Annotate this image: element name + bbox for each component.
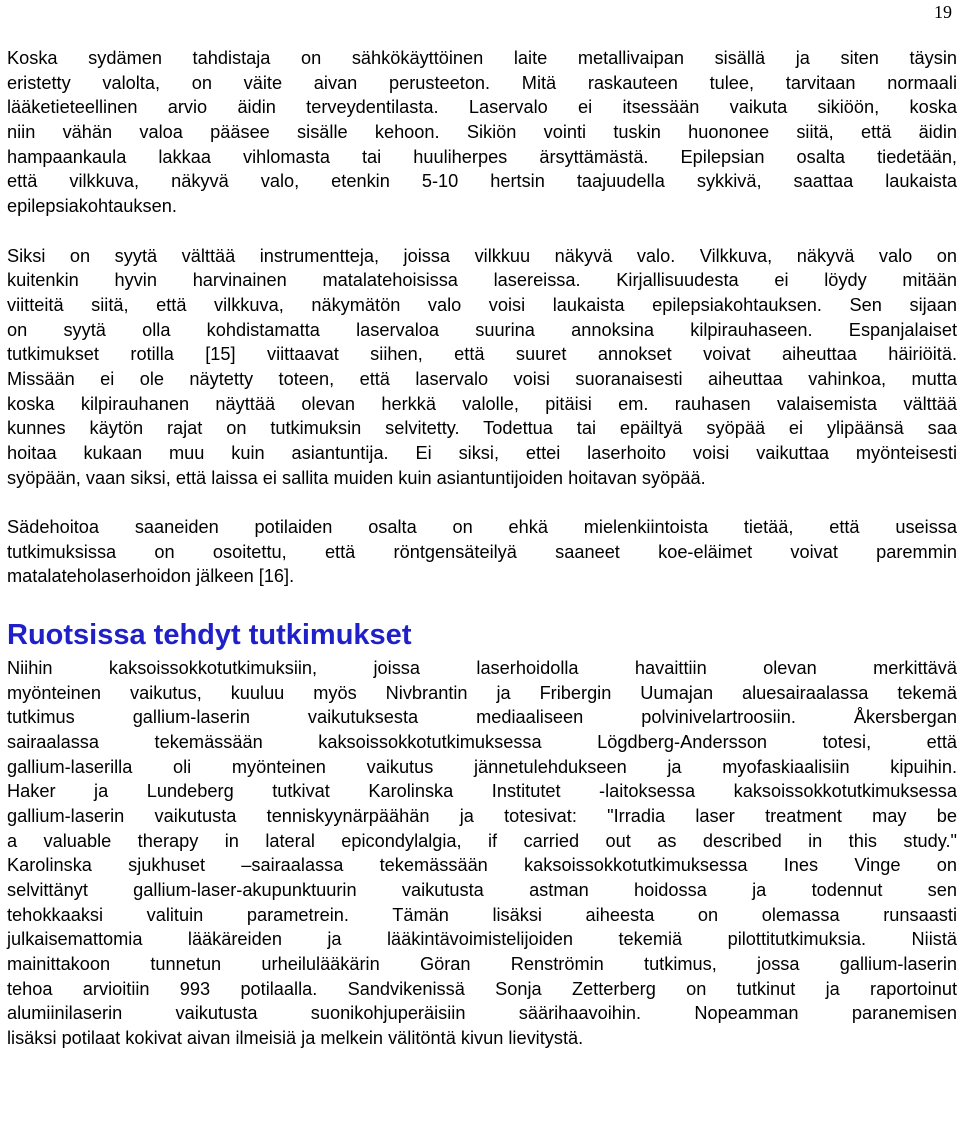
document-body <box>7 46 957 1051</box>
paragraph-gap <box>7 589 957 614</box>
text-line: Niihin kaksoissokkotutkimuksiin, joissa laserhoidolla havaittiin olevan merkittävä <box>7 657 957 678</box>
text-line: kunnes käytön rajat on tutkimuksin selvitetty. Todettua tai epäiltyä syöpää ei ylipäänsä saa <box>7 418 957 439</box>
text-line: sairaalassa tekemässään kaksoissokkotutkimuksessa Lögdberg-Andersson totesi, että <box>7 731 957 752</box>
text-line: Sädehoitoa saaneiden potilaiden osalta on ehkä mielenkiintoista tietää, että useissa <box>7 517 957 538</box>
text-line: hampaankaula lakkaa vihlomasta tai huuliherpes ärsyttämästä. Epilepsian osalta tiedetään, <box>7 146 957 167</box>
text-line: lisäksi potilaat kokivat aivan ilmeisiä ja melkein välitöntä kivun lievitystä. <box>7 1028 584 1049</box>
text-line: tutkimukset rotilla [15] viittaavat siihen, että suuret annokset voivat aiheuttaa häiriöitä. <box>7 344 957 365</box>
text-line: julkaisemattomia lääkäreiden ja lääkintävoimistelijoiden tekemiä pilottitutkimuksia. Niistä <box>7 929 957 950</box>
paragraph-epilepsy-thyroid <box>7 244 957 491</box>
text-line: tehokkaaksi valituin parametrein. Tämän lisäksi aiheesta on olemassa runsaasti <box>7 904 957 925</box>
text-line: että vilkkuva, näkyvä valo, etenkin 5-10 hertsin taajuudella sykkivä, saattaa laukaista <box>7 171 957 192</box>
text-line: selvittänyt gallium-laser-akupunktuurin vaikutusta astman hoidossa ja todennut sen <box>7 880 957 900</box>
text-line: Karolinska sjukhuset –sairaalassa tekemässään kaksoissokkotutkimuksessa Ines Vinge on <box>7 855 957 876</box>
paragraph-swedish-studies <box>7 656 957 1051</box>
text-line: Koska sydämen tahdistaja on sähkökäyttöinen laite metallivaipan sisällä ja siten täysin <box>7 48 957 68</box>
text-line: kuitenkin hyvin harvinainen matalatehoisissa lasereissa. Kirjallisuudesta ei löydy mitään <box>7 270 957 291</box>
paragraph-pacemaker-pregnancy <box>7 46 957 219</box>
text-line: mainittakoon tunnetun urheilulääkärin Göran Renströmin tutkimus, jossa gallium-laserin <box>7 954 957 975</box>
text-line: koska kilpirauhanen näyttää olevan herkkä valolle, pitäisi em. rauhasen valaisemista välttää <box>7 393 957 414</box>
text-line: alumiinilaserin vaikutusta suonikohjuperäisiin säärihaavoihin. Nopeamman paranemisen <box>7 1003 957 1024</box>
text-line: eristetty valolta, on väite aivan perusteeton. Mitä raskauteen tulee, tarvitaan normaali <box>7 72 957 93</box>
text-line: epilepsiakohtauksen. <box>7 196 177 217</box>
text-line: Haker ja Lundeberg tutkivat Karolinska Institutet -laitoksessa kaksoissokkotutkimuksessa <box>7 781 957 802</box>
paragraph-gap <box>7 219 957 244</box>
text-line: syöpään, vaan siksi, että laissa ei sallita muiden kuin asiantuntijoiden hoitavan syöpää. <box>7 467 706 488</box>
text-line: a valuable therapy in lateral epicondylalgia, if carried out as described in this study." <box>7 830 957 851</box>
text-line: gallium-laserin vaikutusta tenniskyynärpäähän ja totesivat: "Irradia laser treatment may be <box>7 805 957 826</box>
text-line: tutkimuksissa on osoitettu, että röntgensäteilyä saaneet koe-eläimet voivat paremmin <box>7 541 957 562</box>
section-heading: Ruotsissa tehdyt tutkimukset <box>7 618 412 651</box>
text-line: niin vähän valoa pääsee sisälle kehoon. Sikiön vointi tuskin huononee siitä, että äidin <box>7 122 957 143</box>
text-line: gallium-laserilla oli myönteinen vaikutus jännetulehdukseen ja myofaskiaalisiin kipuihin. <box>7 756 957 777</box>
text-line: matalateholaserhoidon jälkeen [16]. <box>7 566 295 587</box>
text-line: myönteinen vaikutus, kuuluu myös Nivbrantin ja Fribergin Uumajan aluesairaalassa tekemä <box>7 682 957 703</box>
text-line: lääketieteellinen arvio äidin terveydentilasta. Laservalo ei itsessään vaikuta sikiöön, koska <box>7 97 957 118</box>
paragraph-gap <box>7 490 957 515</box>
text-line: viitteitä siitä, että vilkkuva, näkymätön valo voisi laukaista epilepsiakohtauksen. Sen sijaan <box>7 294 957 315</box>
text-line: Missään ei ole näytetty toteen, että laservalo voisi suoranaisesti aiheuttaa vahinkoa, mutta <box>7 368 957 389</box>
text-line: Siksi on syytä välttää instrumentteja, joissa vilkkuu näkyvä valo. Vilkkuva, näkyvä valo on <box>7 245 957 266</box>
text-line: tutkimus gallium-laserin vaikutuksesta mediaaliseen polvinivelartroosiin. Åkersbergan <box>7 707 957 728</box>
text-line: hoitaa kukaan muu kuin asiantuntija. Ei siksi, ettei laserhoito voisi vaikuttaa myönteisesti <box>7 443 957 463</box>
page-number: 19 <box>934 2 952 22</box>
paragraph-radiotherapy <box>7 515 957 589</box>
text-line: tehoa arvioitiin 993 potilaalla. Sandvikenissä Sonja Zetterberg on tutkinut ja raportoinut <box>7 978 957 999</box>
text-line: on syytä olla kohdistamatta laservaloa suurina annoksina kilpirauhaseen. Espanjalaiset <box>7 319 957 340</box>
